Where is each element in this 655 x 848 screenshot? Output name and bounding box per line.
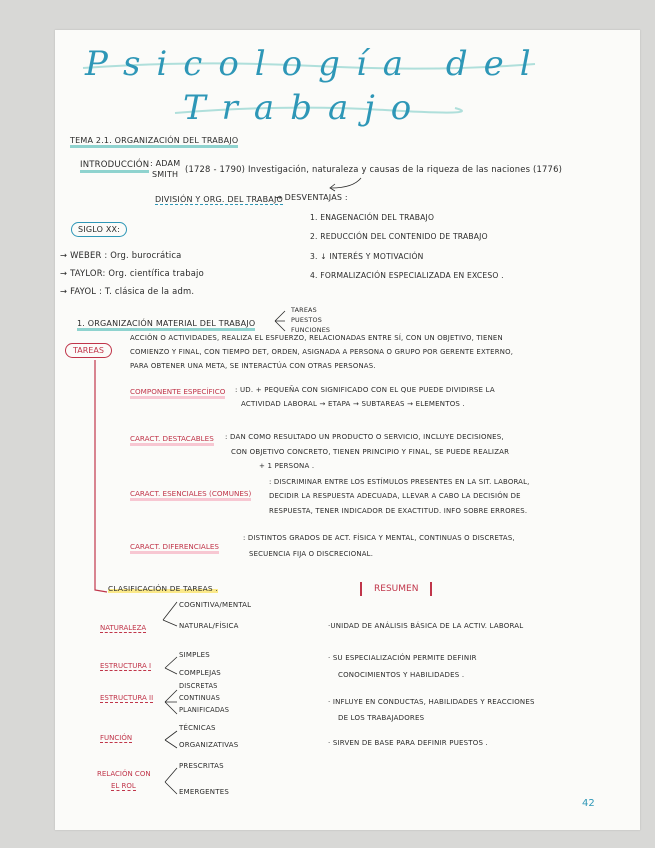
- branch-brace-icon: [273, 308, 289, 334]
- esenciales-label: CARACT. ESENCIALES (COMUNES): [130, 489, 251, 501]
- intro-text: (1728 - 1790) Investigación, naturaleza y causas de la riqueza de las naciones (1776): [185, 164, 563, 174]
- group-item: COGNITIVA/MENTAL: [179, 601, 252, 609]
- page-title-line2: Trabajo: [183, 88, 428, 128]
- destacables-text: CON OBJETIVO CONCRETO, TIENEN PRINCIPIO Y FINAL, SE PUEDE REALIZAR: [231, 448, 510, 456]
- arrow-icon: [325, 176, 365, 194]
- intro-author-last: SMITH: [152, 170, 179, 179]
- section-heading: 1. ORGANIZACIÓN MATERIAL DEL TRABAJO: [77, 319, 255, 331]
- siglo-badge: SIGLO XX:: [71, 222, 127, 237]
- destacables-label: CARACT. DESTACABLES: [130, 434, 214, 446]
- group-label: RELACIÓN CON: [97, 770, 151, 778]
- componente-label: COMPONENTE ESPECÍFICO: [130, 387, 225, 399]
- notebook-page: [55, 30, 640, 830]
- group-item: NATURAL/FÍSICA: [179, 622, 239, 630]
- page-title-line1: Psicología del: [85, 44, 547, 84]
- disadvantage-item: 4. FORMALIZACIÓN ESPECIALIZADA EN EXCESO .: [310, 271, 504, 280]
- tareas-badge: TAREAS: [65, 343, 112, 358]
- branch-item: FUNCIONES: [291, 326, 331, 334]
- group-item: PRESCRITAS: [179, 762, 224, 770]
- group-label: NATURALEZA: [100, 624, 147, 632]
- destacables-text: + 1 PERSONA .: [259, 462, 315, 470]
- disadvantages-heading: → DESVENTAJAS :: [275, 193, 348, 202]
- group-label: ESTRUCTURA I: [100, 662, 152, 670]
- tree-connector: [85, 360, 115, 600]
- group-item: DISCRETAS: [179, 682, 218, 690]
- group-label: ESTRUCTURA II: [100, 694, 154, 702]
- componente-text: ACTIVIDAD LABORAL → ETAPA → SUBTAREAS → ELEMENTOS .: [241, 400, 465, 408]
- diferenciales-text: : DISTINTOS GRADOS DE ACT. FÍSICA Y MENTAL, CONTINUAS O DISCRETAS,: [243, 534, 515, 542]
- disadvantage-item: 3. ↓ INTERÉS Y MOTIVACIÓN: [310, 252, 424, 261]
- definition-line: PARA OBTENER UNA META, SE INTERACTÚA CON OTRAS PERSONAS.: [130, 362, 376, 370]
- classification-braces: [55, 590, 285, 800]
- resumen-item: · SU ESPECIALIZACIÓN PERMITE DEFINIR: [328, 654, 477, 662]
- resumen-item: DE LOS TRABAJADORES: [338, 714, 425, 722]
- clasificacion-label: CLASIFICACIÓN DE TAREAS .: [108, 584, 218, 593]
- componente-text: : UD. + PEQUEÑA CON SIGNIFICADO CON EL QUE PUEDE DIVIDIRSE LA: [235, 386, 495, 394]
- group-item: PLANIFICADAS: [179, 706, 230, 714]
- disadvantage-item: 1. ENAGENACIÓN DEL TRABAJO: [310, 213, 435, 222]
- resumen-item: · INFLUYE EN CONDUCTAS, HABILIDADES Y REACCIONES: [328, 698, 535, 706]
- diferenciales-label: CARACT. DIFERENCIALES: [130, 542, 219, 554]
- destacables-text: : DAN COMO RESULTADO UN PRODUCTO O SERVICIO, INCLUYE DECISIONES,: [225, 433, 504, 441]
- resumen-item: CONOCIMIENTOS Y HABILIDADES .: [338, 671, 465, 679]
- group-item: TÉCNICAS: [179, 724, 216, 732]
- disadvantage-item: 2. REDUCCIÓN DEL CONTENIDO DE TRABAJO: [310, 232, 488, 241]
- group-label: FUNCIÓN: [100, 734, 133, 742]
- division-label: DIVISIÓN Y ORG. DEL TRABAJO: [155, 195, 284, 204]
- intro-label: INTRODUCCIÓN: [80, 160, 149, 173]
- esenciales-text: RESPUESTA, TENER INDICADOR DE EXACTITUD. INFO SOBRE ERRORES.: [269, 507, 528, 515]
- siglo-item: → FAYOL : T. clásica de la adm.: [60, 286, 195, 296]
- definition-line: COMIENZO Y FINAL, CON TIEMPO DET, ORDEN, ASIGNADA A PERSONA O GRUPO POR GERENTE EXTERNO,: [130, 348, 514, 356]
- definition-line: ACCIÓN O ACTIVIDADES, REALIZA EL ESFUERZO, RELACIONADAS ENTRE SÍ, CON UN OBJETIVO, TIENEN: [130, 334, 503, 342]
- page-number: 42: [582, 798, 595, 809]
- group-item: ORGANIZATIVAS: [179, 741, 239, 749]
- group-label: EL ROL: [111, 782, 136, 790]
- branch-item: PUESTOS: [291, 316, 323, 324]
- resumen-item: ·UNIDAD DE ANÁLISIS BÁSICA DE LA ACTIV. LABORAL: [328, 622, 524, 630]
- resumen-item: · SIRVEN DE BASE PARA DEFINIR PUESTOS .: [328, 739, 488, 747]
- esenciales-text: : DISCRIMINAR ENTRE LOS ESTÍMULOS PRESENTES EN LA SIT. LABORAL,: [269, 478, 530, 486]
- diferenciales-text: SECUENCIA FIJA O DISCRECIONAL.: [249, 550, 374, 558]
- siglo-item: → TAYLOR: Org. científica trabajo: [60, 268, 204, 278]
- topic-heading: TEMA 2.1. ORGANIZACIÓN DEL TRABAJO: [70, 136, 238, 148]
- group-item: COMPLEJAS: [179, 669, 221, 677]
- branch-item: TAREAS: [291, 306, 317, 314]
- resumen-heading: RESUMEN: [360, 582, 432, 596]
- intro-author-first: : ADAM: [150, 159, 181, 168]
- group-item: EMERGENTES: [179, 788, 229, 796]
- group-item: SIMPLES: [179, 651, 210, 659]
- esenciales-text: DECIDIR LA RESPUESTA ADECUADA, LLEVAR A CABO LA DECISIÓN DE: [269, 492, 521, 500]
- group-item: CONTINUAS: [179, 694, 220, 702]
- siglo-item: → WEBER : Org. burocrática: [60, 250, 182, 260]
